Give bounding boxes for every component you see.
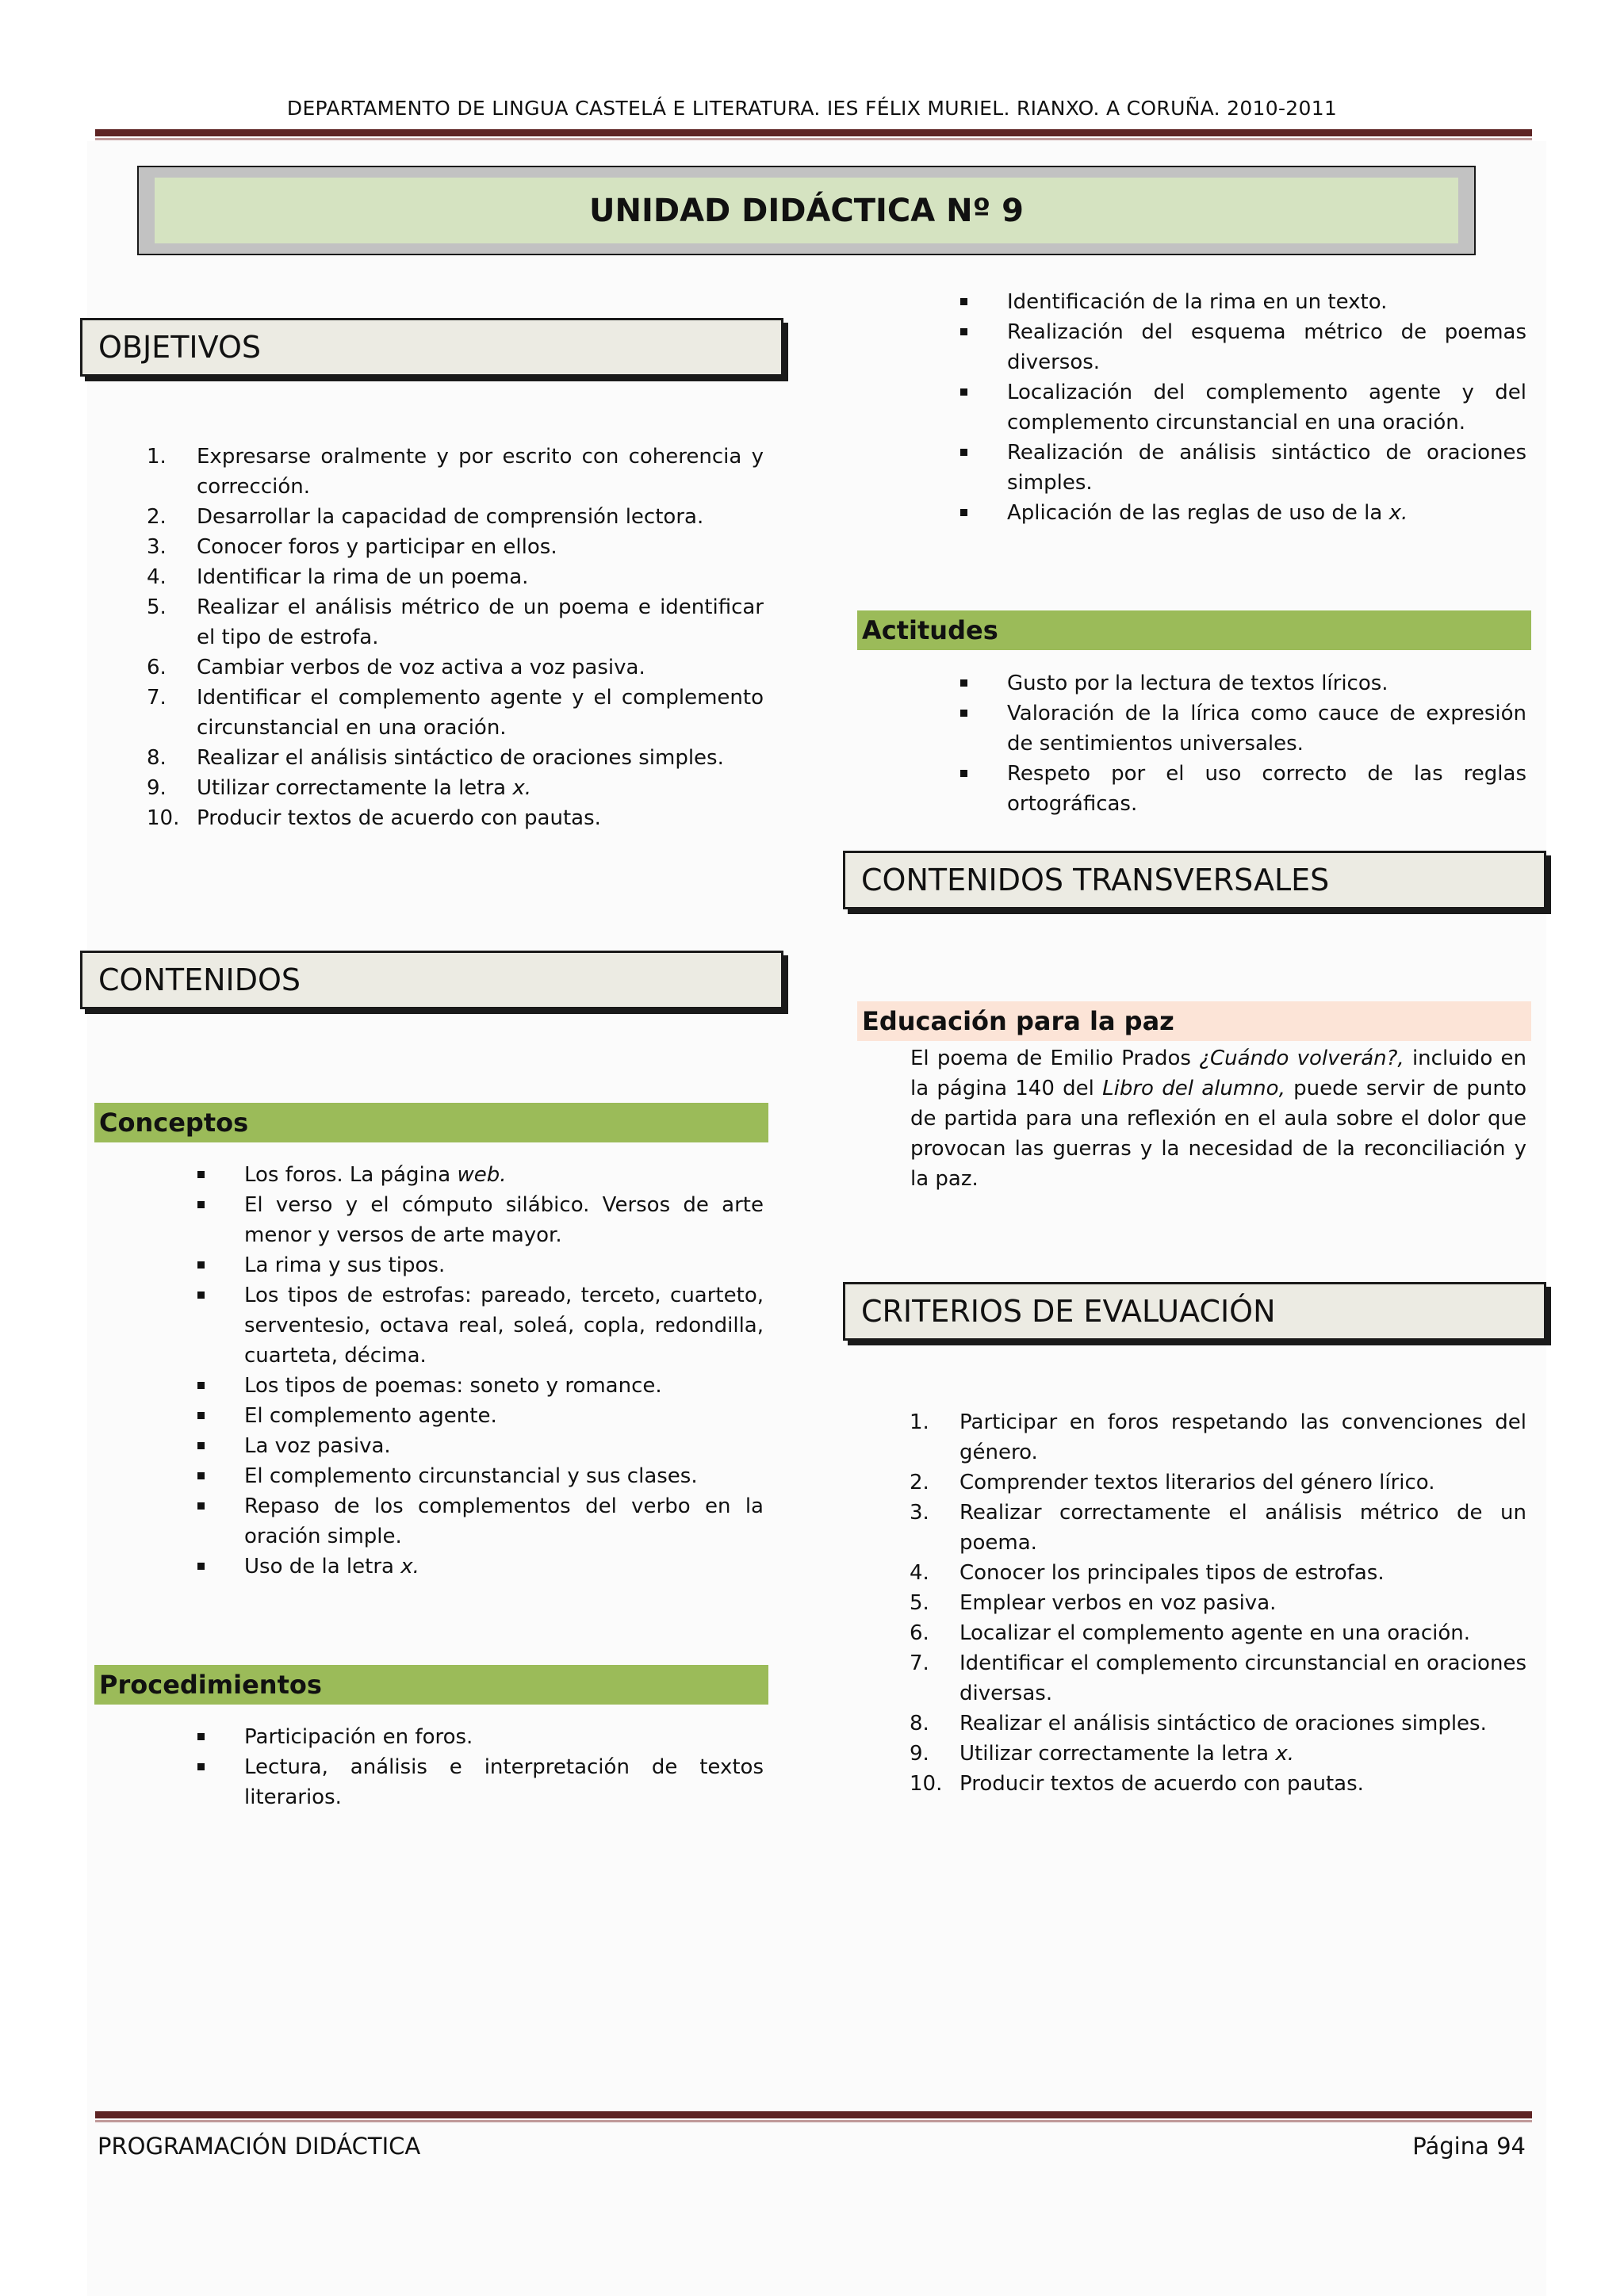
- item-number: 6.: [147, 656, 167, 679]
- item-text: Participar en foros respetando las convenciones del género.: [959, 1410, 1526, 1464]
- list-item: [1007, 317, 1526, 377]
- item-text: Los tipos de poemas: soneto y romance.: [244, 1374, 662, 1398]
- square-bullet-icon: [197, 1472, 205, 1479]
- item-text: Comprender textos literarios del género lírico.: [959, 1471, 1435, 1494]
- contenidos-heading: CONTENIDOS: [80, 951, 783, 1009]
- square-bullet-icon: [960, 679, 967, 687]
- item-text: Expresarse oralmente y por escrito con coherencia y corrección.: [197, 445, 764, 499]
- item-number: 4.: [910, 1561, 929, 1585]
- item-number: 3.: [147, 535, 167, 559]
- footer-title: PROGRAMACIÓN DIDÁCTICA: [98, 2133, 421, 2160]
- list-item: [244, 1461, 764, 1491]
- item-number: 2.: [910, 1471, 929, 1494]
- list-item: [1007, 377, 1526, 438]
- list-item: [147, 683, 764, 743]
- item-text: Gusto por la lectura de textos líricos.: [1007, 672, 1388, 695]
- item-number: 6.: [910, 1621, 929, 1645]
- item-text: Realizar el análisis métrico de un poema e identificar el tipo de estrofa.: [197, 595, 764, 649]
- item-number: 8.: [910, 1712, 929, 1735]
- item-text: Producir textos de acuerdo con pautas.: [959, 1772, 1364, 1796]
- item-number: 5.: [147, 595, 167, 619]
- title-box: [137, 166, 1476, 255]
- item-text: Identificar el complemento circunstancial en oraciones diversas.: [959, 1651, 1526, 1705]
- procedimientos-list-right: [1007, 287, 1526, 528]
- item-text: Desarrollar la capacidad de comprensión lectora.: [197, 505, 704, 529]
- square-bullet-icon: [197, 1733, 205, 1740]
- list-item: [244, 1552, 764, 1582]
- item-number: 10.: [910, 1772, 943, 1796]
- item-text: Identificar la rima de un poema.: [197, 565, 529, 589]
- item-text: Identificación de la rima en un texto.: [1007, 290, 1388, 314]
- square-bullet-icon: [197, 1292, 205, 1299]
- square-bullet-icon: [960, 298, 967, 305]
- square-bullet-icon: [960, 449, 967, 456]
- conceptos-heading: Conceptos: [94, 1103, 768, 1142]
- list-item: [244, 1491, 764, 1552]
- square-bullet-icon: [197, 1563, 205, 1570]
- square-bullet-icon: [197, 1412, 205, 1419]
- list-item: [910, 1498, 1526, 1558]
- list-item: [147, 803, 764, 833]
- list-item: [910, 1407, 1526, 1468]
- list-item: [910, 1618, 1526, 1648]
- list-item: [147, 652, 764, 683]
- header-rule: [95, 129, 1532, 136]
- item-text: Producir textos de acuerdo con pautas.: [197, 806, 601, 830]
- list-item: [910, 1588, 1526, 1618]
- item-text: Localizar el complemento agente en una oración.: [959, 1621, 1471, 1645]
- item-text: Los tipos de estrofas: pareado, terceto, cuarteto, serventesio, octava real, soleá, copla, redondilla, cuarteta, décima.: [244, 1284, 764, 1368]
- item-number: 4.: [147, 565, 167, 589]
- item-text: Lectura, análisis e interpretación de textos literarios.: [244, 1755, 764, 1809]
- item-number: 1.: [910, 1410, 929, 1434]
- list-item: [910, 1709, 1526, 1739]
- objetivos-list: [147, 442, 764, 833]
- criterios-list: [910, 1407, 1526, 1799]
- conceptos-list: [244, 1160, 764, 1582]
- list-item: [244, 1160, 764, 1190]
- list-item: [244, 1250, 764, 1280]
- list-item: [244, 1722, 764, 1752]
- item-text: Respeto por el uso correcto de las reglas ortográficas.: [1007, 762, 1526, 816]
- book-title: Libro del alumno,: [1102, 1077, 1285, 1100]
- square-bullet-icon: [960, 770, 967, 777]
- square-bullet-icon: [960, 388, 967, 396]
- list-item: [147, 592, 764, 652]
- list-item: [910, 1648, 1526, 1709]
- item-number: 3.: [910, 1501, 929, 1525]
- list-item: [1007, 287, 1526, 317]
- list-item: [147, 502, 764, 532]
- square-bullet-icon: [197, 1382, 205, 1389]
- list-item: [1007, 438, 1526, 498]
- square-bullet-icon: [197, 1201, 205, 1208]
- item-text: Realización de análisis sintáctico de oraciones simples.: [1007, 441, 1526, 495]
- actitudes-heading: Actitudes: [857, 610, 1531, 650]
- educacion-paz-text: El poema de Emilio Prados ¿Cuándo volverán?, incluido en la página 140 del Libro del alumno, puede servir de punto de partida para una reflexión en el aula sobre el dolor que provocan las guerras y la necesidad de la reconciliación y la paz.: [910, 1047, 1526, 1191]
- list-item: [244, 1431, 764, 1461]
- objetivos-heading: OBJETIVOS: [80, 318, 783, 377]
- item-text: El complemento circunstancial y sus clases.: [244, 1464, 698, 1488]
- item-number: 2.: [147, 505, 167, 529]
- list-item: [1007, 698, 1526, 759]
- square-bullet-icon: [960, 509, 967, 516]
- item-text: Aplicación de las reglas de uso de la x.: [1007, 501, 1408, 525]
- item-text: Los foros. La página web.: [244, 1163, 507, 1187]
- item-number: 8.: [147, 746, 167, 770]
- item-text: Uso de la letra x.: [244, 1555, 419, 1578]
- item-number: 7.: [147, 686, 167, 710]
- square-bullet-icon: [197, 1261, 205, 1269]
- item-number: 7.: [910, 1651, 929, 1675]
- item-text: Conocer los principales tipos de estrofas.: [959, 1561, 1385, 1585]
- item-text: Identificar el complemento agente y el complemento circunstancial en una oración.: [197, 686, 764, 740]
- header-rule-thin: [95, 138, 1532, 140]
- item-text: La voz pasiva.: [244, 1434, 391, 1458]
- list-item: [910, 1558, 1526, 1588]
- item-text: Localización del complemento agente y del complemento circunstancial en una oración.: [1007, 381, 1526, 434]
- list-item: [910, 1739, 1526, 1769]
- actitudes-list: [1007, 668, 1526, 819]
- square-bullet-icon: [960, 328, 967, 335]
- square-bullet-icon: [197, 1442, 205, 1449]
- list-item: [244, 1280, 764, 1371]
- item-text: Repaso de los complementos del verbo en la oración simple.: [244, 1494, 764, 1548]
- list-item: [147, 743, 764, 773]
- criterios-heading: CRITERIOS DE EVALUACIÓN: [843, 1282, 1546, 1341]
- educacion-paz-heading: Educación para la paz: [857, 1001, 1531, 1041]
- list-item: [1007, 498, 1526, 528]
- item-text: Utilizar correctamente la letra x.: [959, 1742, 1295, 1766]
- item-text: Realizar el análisis sintáctico de oraciones simples.: [197, 746, 724, 770]
- procedimientos-list-left: [244, 1722, 764, 1812]
- list-item: [147, 532, 764, 562]
- item-text: La rima y sus tipos.: [244, 1253, 446, 1277]
- square-bullet-icon: [960, 710, 967, 717]
- item-text: Cambiar verbos de voz activa a voz pasiva.: [197, 656, 645, 679]
- procedimientos-heading: Procedimientos: [94, 1665, 768, 1705]
- page-title: UNIDAD DIDÁCTICA Nº 9: [155, 178, 1458, 243]
- list-item: [147, 773, 764, 803]
- list-item: [147, 442, 764, 502]
- item-text: El complemento agente.: [244, 1404, 497, 1428]
- transversales-heading: CONTENIDOS TRANSVERSALES: [843, 851, 1546, 909]
- footer-rule: [95, 2111, 1532, 2118]
- list-item: [910, 1769, 1526, 1799]
- square-bullet-icon: [197, 1171, 205, 1178]
- item-number: 1.: [147, 445, 167, 469]
- list-item: [244, 1401, 764, 1431]
- list-item: [147, 562, 764, 592]
- item-number: 5.: [910, 1591, 929, 1615]
- item-text: Valoración de la lírica como cauce de expresión de sentimientos universales.: [1007, 702, 1526, 756]
- item-text: Realización del esquema métrico de poemas diversos.: [1007, 320, 1526, 374]
- list-item: [910, 1468, 1526, 1498]
- item-text: Utilizar correctamente la letra x.: [197, 776, 532, 800]
- page-header: DEPARTAMENTO DE LINGUA CASTELÁ E LITERATURA. IES FÉLIX MURIEL. RIANXO. A CORUÑA. 2010-2011: [286, 97, 1338, 120]
- list-item: [244, 1190, 764, 1250]
- item-number: 9.: [147, 776, 167, 800]
- item-number: 10.: [147, 806, 180, 830]
- item-text: Conocer foros y participar en ellos.: [197, 535, 557, 559]
- item-text: El verso y el cómputo silábico. Versos de arte menor y versos de arte mayor.: [244, 1193, 764, 1247]
- item-text: Emplear verbos en voz pasiva.: [959, 1591, 1277, 1615]
- list-item: [1007, 668, 1526, 698]
- footer-rule-thin: [95, 2120, 1532, 2122]
- page-number: Página 94: [1412, 2133, 1526, 2160]
- poem-title: ¿Cuándo volverán?,: [1199, 1047, 1404, 1070]
- item-text: Realizar correctamente el análisis métrico de un poema.: [959, 1501, 1526, 1555]
- item-text: Participación en foros.: [244, 1725, 473, 1749]
- item-text: Realizar el análisis sintáctico de oraciones simples.: [959, 1712, 1487, 1735]
- list-item: [1007, 759, 1526, 819]
- item-number: 9.: [910, 1742, 929, 1766]
- list-item: [244, 1371, 764, 1401]
- square-bullet-icon: [197, 1502, 205, 1510]
- list-item: [244, 1752, 764, 1812]
- square-bullet-icon: [197, 1763, 205, 1770]
